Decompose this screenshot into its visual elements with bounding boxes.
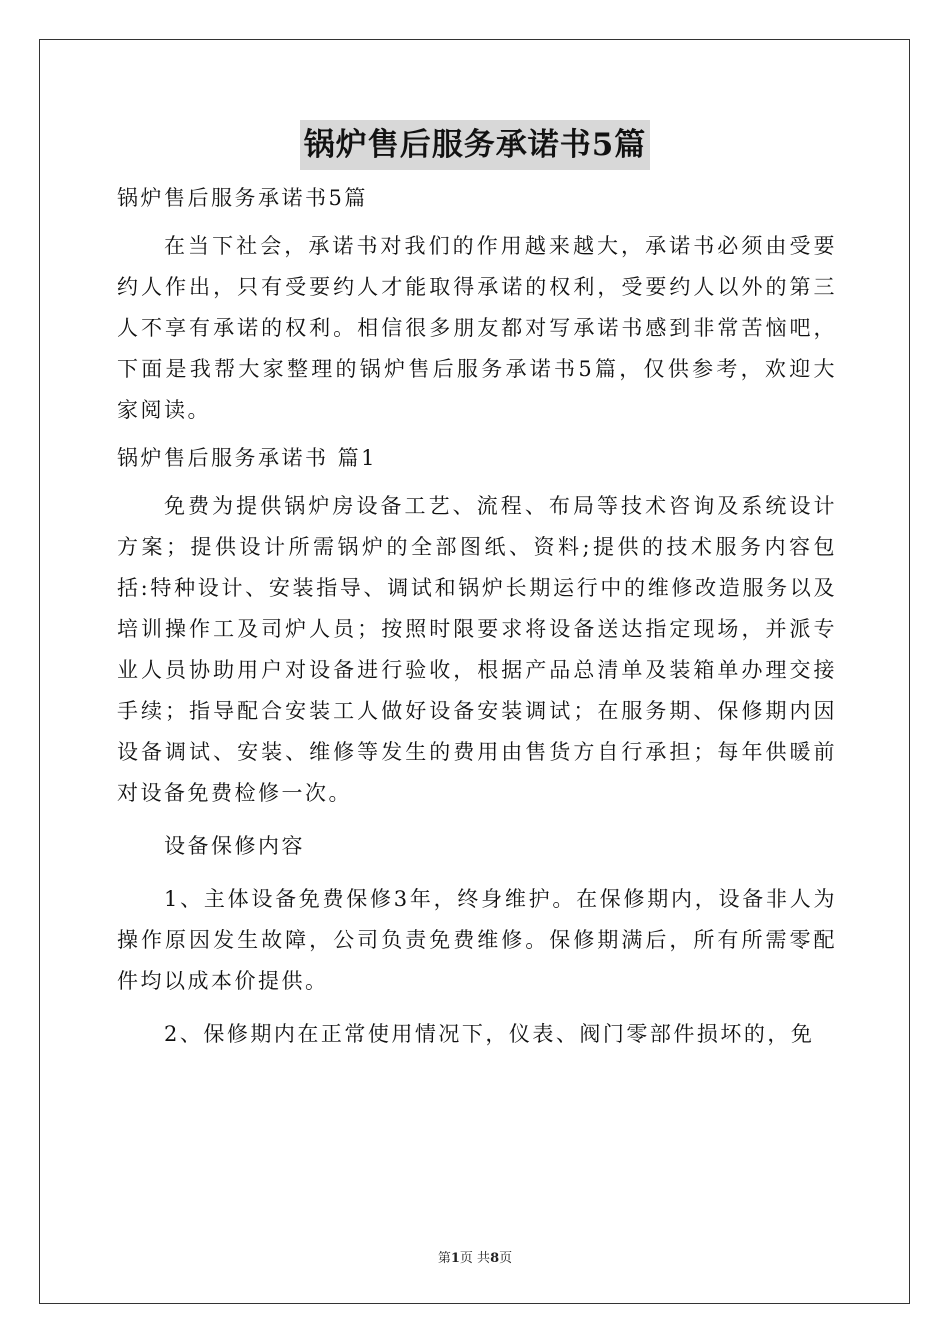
document-body	[117, 178, 837, 1055]
title-wrap	[0, 120, 950, 170]
footer-suffix: 页	[499, 1251, 513, 1266]
warranty-item-2: 2、保修期内在正常使用情况下，仪表、阀门零部件损坏的，免	[164, 1022, 815, 1046]
footer-mid: 页 共	[459, 1251, 491, 1266]
page-total: 8	[490, 1251, 500, 1266]
warranty-heading: 设备保修内容	[164, 834, 305, 858]
section-paragraph: 免费为提供锅炉房设备工艺、流程、布局等技术咨询及系统设计方案；提供设计所需锅炉的全部图纸、资料;提供的技术服务内容包括:特种设计、安装指导、调试和锅炉长期运行中的维修改造服务以及培训操作工及司炉人员；按照时限要求将设备送达指定现场，并派专业人员协助用户对设备进行验收，根据产品总清单及装箱单办理交接手续；指导配合安装工人做好设备安装调试；在服务期、保修期内因设备调试、安装、维修等发生的费用由售货方自行承担；每年供暖前对设备免费检修一次。	[117, 494, 837, 805]
section-heading: 锅炉售后服务承诺书 篇1	[117, 446, 378, 470]
page-footer	[0, 1247, 950, 1266]
intro-paragraph: 在当下社会，承诺书对我们的作用越来越大，承诺书必须由受要约人作出，只有受要约人才能取得承诺的权利，受要约人以外的第三人不享有承诺的权利。相信很多朋友都对写承诺书感到非常苦恼吧，下面是我帮大家整理的锅炉售后服务承诺书5篇，仅供参考，欢迎大家阅读。	[117, 234, 837, 422]
warranty-item-1: 1、主体设备免费保修3年，终身维护。在保修期内，设备非人为操作原因发生故障，公司负责免费维修。保修期满后，所有所需零配件均以成本价提供。	[117, 887, 837, 993]
footer-prefix: 第	[437, 1251, 451, 1266]
document-title: 锅炉售后服务承诺书5篇	[300, 120, 651, 170]
page-number: 1	[450, 1251, 460, 1266]
subtitle: 锅炉售后服务承诺书5篇	[117, 186, 368, 210]
